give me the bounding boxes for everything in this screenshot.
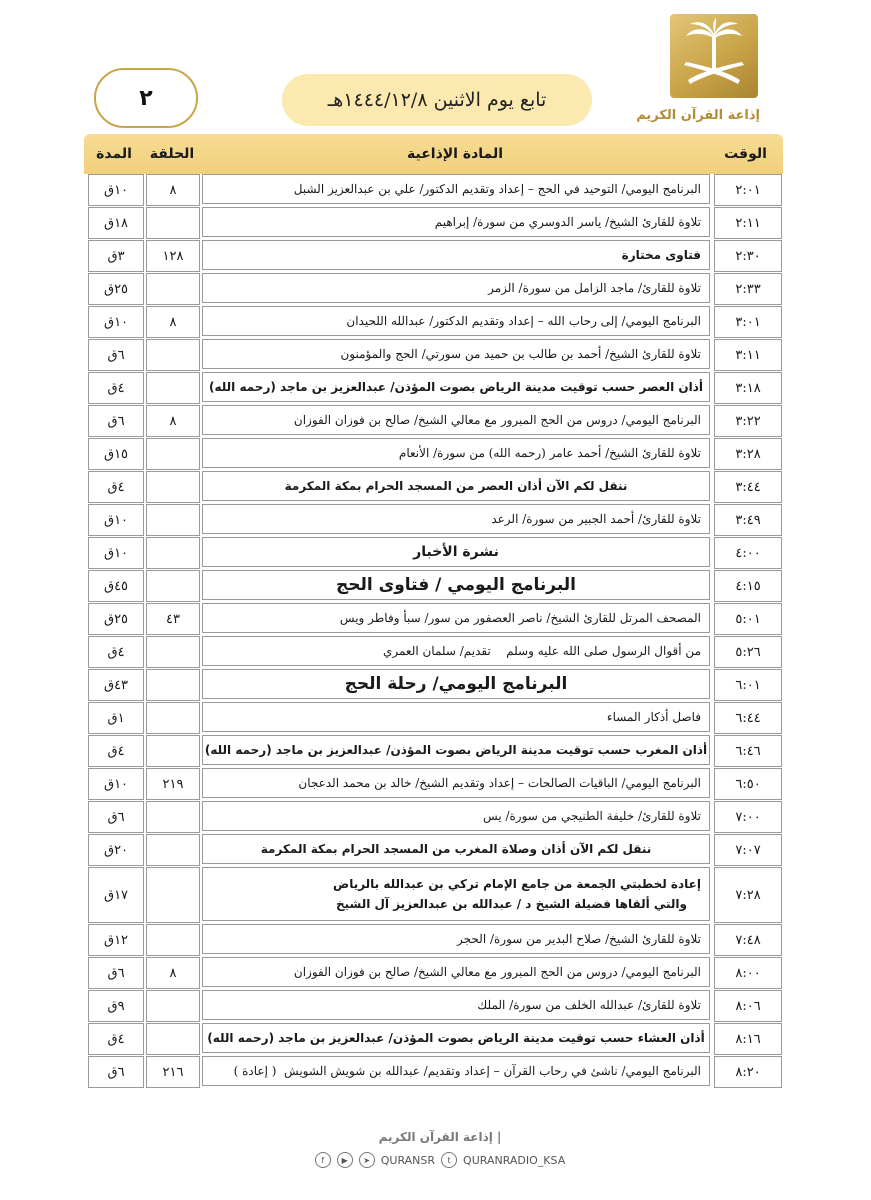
duration-cell: ٦ق bbox=[88, 405, 144, 437]
duration-cell: ٤٥ق bbox=[88, 570, 144, 602]
episode-cell bbox=[146, 537, 200, 569]
table-row bbox=[88, 636, 782, 668]
episode-cell bbox=[146, 834, 200, 866]
social-handle-quransr[interactable]: QURANSR bbox=[380, 1153, 436, 1167]
program-line-1: إعادة لخطبتي الجمعة من جامع الإمام تركي بن عبدالله بالرياض bbox=[333, 877, 701, 891]
footer-title: | إذاعة القرآن الكريم bbox=[378, 1130, 502, 1144]
footer bbox=[260, 1130, 620, 1168]
duration-cell: ١٥ق bbox=[88, 438, 144, 470]
episode-cell bbox=[146, 735, 200, 767]
social-links bbox=[260, 1152, 620, 1168]
episode-cell: ٢١٩ bbox=[146, 768, 200, 800]
time-cell: ٨:٠٦ bbox=[714, 990, 782, 1022]
duration-cell: ١٠ق bbox=[88, 768, 144, 800]
table-row bbox=[88, 1023, 782, 1055]
duration-cell: ١٠ق bbox=[88, 174, 144, 206]
program-cell: تلاوة للقارئ الشيخ/ ياسر الدوسري من سورة/ إبراهيم bbox=[202, 207, 710, 237]
episode-cell bbox=[146, 273, 200, 305]
duration-cell: ١ق bbox=[88, 702, 144, 734]
time-cell: ٨:٢٠ bbox=[714, 1056, 782, 1088]
program-cell: البرنامج اليومي/ الباقيات الصالحات – إعداد وتقديم الشيخ/ خالد بن محمد الدعجان bbox=[202, 768, 710, 798]
table-row bbox=[88, 504, 782, 536]
duration-cell: ١٠ق bbox=[88, 537, 144, 569]
program-cell: تلاوة للقارئ الشيخ/ صلاح البدير من سورة/ الحجر bbox=[202, 924, 710, 954]
episode-cell bbox=[146, 438, 200, 470]
column-header-time: الوقت bbox=[724, 146, 767, 162]
program-cell: البرنامج اليومي/ التوحيد في الحج – إعداد وتقديم الدكتور/ علي بن عبدالعزيز الشبل bbox=[202, 174, 710, 204]
episode-cell bbox=[146, 207, 200, 239]
program-cell: أذان العشاء حسب توقيت مدينة الرياض بصوت المؤذن/ عبدالعزيز بن ماجد (رحمه الله) bbox=[202, 1023, 710, 1053]
time-cell: ٨:٠٠ bbox=[714, 957, 782, 989]
column-header-duration: المدة bbox=[96, 146, 132, 162]
program-cell: البرنامج اليومي/ رحلة الحج bbox=[202, 669, 710, 699]
table-row bbox=[88, 702, 782, 734]
youtube-icon[interactable]: ▶ bbox=[337, 1152, 353, 1168]
episode-cell bbox=[146, 702, 200, 734]
episode-cell: ٨ bbox=[146, 306, 200, 338]
program-cell: تلاوة للقارئ الشيخ/ أحمد عامر (رحمه الله) من سورة/ الأنعام bbox=[202, 438, 710, 468]
program-cell: تلاوة للقارئ الشيخ/ أحمد بن طالب بن حميد من سورتي/ الحج والمؤمنون bbox=[202, 339, 710, 369]
time-cell: ٨:١٦ bbox=[714, 1023, 782, 1055]
program-cell: تلاوة للقارئ/ أحمد الجبير من سورة/ الرعد bbox=[202, 504, 710, 534]
episode-cell: ٤٣ bbox=[146, 603, 200, 635]
time-cell: ٢:٣٣ bbox=[714, 273, 782, 305]
time-cell: ٣:٢٢ bbox=[714, 405, 782, 437]
time-cell: ٣:١٨ bbox=[714, 372, 782, 404]
time-cell: ٢:٣٠ bbox=[714, 240, 782, 272]
duration-cell: ٦ق bbox=[88, 1056, 144, 1088]
duration-cell: ٤ق bbox=[88, 372, 144, 404]
time-cell: ٢:٠١ bbox=[714, 174, 782, 206]
time-cell: ٤:٠٠ bbox=[714, 537, 782, 569]
episode-cell: ٨ bbox=[146, 405, 200, 437]
episode-cell: ٢١٦ bbox=[146, 1056, 200, 1088]
table-row bbox=[88, 240, 782, 272]
time-cell: ٦:٤٤ bbox=[714, 702, 782, 734]
duration-cell: ٤ق bbox=[88, 471, 144, 503]
episode-cell bbox=[146, 504, 200, 536]
time-cell: ٦:٠١ bbox=[714, 669, 782, 701]
episode-cell: ١٢٨ bbox=[146, 240, 200, 272]
page-number-badge: ٢ bbox=[94, 68, 198, 128]
table-row bbox=[88, 867, 782, 923]
duration-cell: ٤ق bbox=[88, 636, 144, 668]
table-row bbox=[88, 174, 782, 206]
column-header-program: المادة الإذاعية bbox=[407, 146, 503, 162]
program-cell: فاصل أذكار المساء bbox=[202, 702, 710, 732]
table-row bbox=[88, 372, 782, 404]
time-cell: ٤:١٥ bbox=[714, 570, 782, 602]
episode-cell: ٨ bbox=[146, 957, 200, 989]
program-cell: البرنامج اليومي/ دروس من الحج المبرور مع معالي الشيخ/ صالح بن فوزان الفوزان bbox=[202, 957, 710, 987]
time-cell: ٣:٤٤ bbox=[714, 471, 782, 503]
time-cell: ٣:٢٨ bbox=[714, 438, 782, 470]
program-cell: تلاوة للقارئ/ عبدالله الخلف من سورة/ الملك bbox=[202, 990, 710, 1020]
time-cell: ٧:٠٠ bbox=[714, 801, 782, 833]
episode-cell bbox=[146, 1023, 200, 1055]
table-row bbox=[88, 801, 782, 833]
time-cell: ٣:٠١ bbox=[714, 306, 782, 338]
date-banner: تابع يوم الاثنين ١٤٤٤/١٢/٨هـ bbox=[282, 74, 592, 126]
program-cell: فتاوى مختارة bbox=[202, 240, 710, 270]
time-cell: ٣:١١ bbox=[714, 339, 782, 371]
time-cell: ٥:٠١ bbox=[714, 603, 782, 635]
program-cell: البرنامج اليومي/ إلى رحاب الله – إعداد وتقديم الدكتور/ عبدالله اللحيدان bbox=[202, 306, 710, 336]
episode-cell bbox=[146, 339, 200, 371]
duration-cell: ٢٥ق bbox=[88, 603, 144, 635]
time-cell: ٦:٥٠ bbox=[714, 768, 782, 800]
social-handle-quranradio[interactable]: QURANRADIO_KSA bbox=[463, 1153, 566, 1167]
table-row bbox=[88, 306, 782, 338]
duration-cell: ٦ق bbox=[88, 339, 144, 371]
program-cell: أذان العصر حسب توقيت مدينة الرياض بصوت المؤذن/ عبدالعزيز بن ماجد (رحمه الله) bbox=[202, 372, 710, 402]
duration-cell: ٤ق bbox=[88, 735, 144, 767]
time-cell: ٣:٤٩ bbox=[714, 504, 782, 536]
program-cell bbox=[202, 867, 710, 921]
duration-cell: ١٧ق bbox=[88, 867, 144, 923]
table-row bbox=[88, 207, 782, 239]
table-row bbox=[88, 471, 782, 503]
duration-cell: ٢٥ق bbox=[88, 273, 144, 305]
table-row bbox=[88, 924, 782, 956]
time-cell: ٢:١١ bbox=[714, 207, 782, 239]
program-cell: البرنامج اليومي/ دروس من الحج المبرور مع معالي الشيخ/ صالح بن فوزان الفوزان bbox=[202, 405, 710, 435]
telegram-icon[interactable]: ➤ bbox=[359, 1152, 375, 1168]
program-cell: ننقل لكم الآن أذان العصر من المسجد الحرام بمكة المكرمة bbox=[202, 471, 710, 501]
program-cell: تلاوة للقارئ/ ماجد الزامل من سورة/ الزمر bbox=[202, 273, 710, 303]
episode-cell bbox=[146, 924, 200, 956]
table-row bbox=[88, 537, 782, 569]
table-row bbox=[88, 834, 782, 866]
program-cell: البرنامج اليومي / فتاوى الحج bbox=[202, 570, 710, 600]
table-row bbox=[88, 339, 782, 371]
palm-swords-emblem-icon bbox=[670, 14, 758, 98]
program-cell: البرنامج اليومي/ ناشئ في رحاب القرآن – إعداد وتقديم/ عبدالله بن شويش الشويش ( إعادة ) bbox=[202, 1056, 710, 1086]
program-cell: تلاوة للقارئ/ خليفة الطنيجي من سورة/ يس bbox=[202, 801, 710, 831]
logo-text: إذاعة القرآن الكريم bbox=[636, 108, 760, 123]
episode-cell bbox=[146, 372, 200, 404]
episode-cell bbox=[146, 636, 200, 668]
table-row bbox=[88, 570, 782, 602]
table-row bbox=[88, 1056, 782, 1088]
duration-cell: ٤ق bbox=[88, 1023, 144, 1055]
program-cell: أذان المغرب حسب توقيت مدينة الرياض بصوت المؤذن/ عبدالعزيز بن ماجد (رحمه الله) bbox=[202, 735, 710, 765]
duration-cell: ٦ق bbox=[88, 801, 144, 833]
time-cell: ٧:٤٨ bbox=[714, 924, 782, 956]
duration-cell: ١٠ق bbox=[88, 504, 144, 536]
episode-cell bbox=[146, 570, 200, 602]
table-row bbox=[88, 603, 782, 635]
program-cell: من أقوال الرسول صلى الله عليه وسلم تقديم/ سلمان العمري bbox=[202, 636, 710, 666]
program-cell: المصحف المرتل للقارئ الشيخ/ ناصر العصفور من سور/ سبأ وفاطر ويس bbox=[202, 603, 710, 633]
table-row bbox=[88, 273, 782, 305]
duration-cell: ١٨ق bbox=[88, 207, 144, 239]
table-row bbox=[88, 957, 782, 989]
episode-cell bbox=[146, 990, 200, 1022]
duration-cell: ٤٣ق bbox=[88, 669, 144, 701]
program-line-2: والتي ألقاها فضيلة الشيخ د / عبدالله بن عبدالعزيز آل الشيخ bbox=[335, 897, 687, 911]
column-header-episode: الحلقة bbox=[149, 146, 195, 162]
duration-cell: ٩ق bbox=[88, 990, 144, 1022]
episode-cell bbox=[146, 669, 200, 701]
table-row bbox=[88, 768, 782, 800]
table-row bbox=[88, 438, 782, 470]
program-cell: نشرة الأخبار bbox=[202, 537, 710, 567]
time-cell: ٧:٠٧ bbox=[714, 834, 782, 866]
time-cell: ٥:٢٦ bbox=[714, 636, 782, 668]
episode-cell bbox=[146, 801, 200, 833]
table-header bbox=[84, 134, 783, 174]
table-row bbox=[88, 735, 782, 767]
table-row bbox=[88, 990, 782, 1022]
episode-cell bbox=[146, 867, 200, 923]
episode-cell: ٨ bbox=[146, 174, 200, 206]
table-row bbox=[88, 405, 782, 437]
duration-cell: ١٢ق bbox=[88, 924, 144, 956]
program-cell: ننقل لكم الآن أذان وصلاة المغرب من المسجد الحرام بمكة المكرمة bbox=[202, 834, 710, 864]
time-cell: ٦:٤٦ bbox=[714, 735, 782, 767]
duration-cell: ٦ق bbox=[88, 957, 144, 989]
time-cell: ٧:٢٨ bbox=[714, 867, 782, 923]
duration-cell: ٣ق bbox=[88, 240, 144, 272]
quran-radio-logo bbox=[636, 14, 760, 132]
twitter-icon[interactable]: t bbox=[441, 1152, 457, 1168]
duration-cell: ٢٠ق bbox=[88, 834, 144, 866]
facebook-icon[interactable]: f bbox=[315, 1152, 331, 1168]
table-row bbox=[88, 669, 782, 701]
episode-cell bbox=[146, 471, 200, 503]
duration-cell: ١٠ق bbox=[88, 306, 144, 338]
